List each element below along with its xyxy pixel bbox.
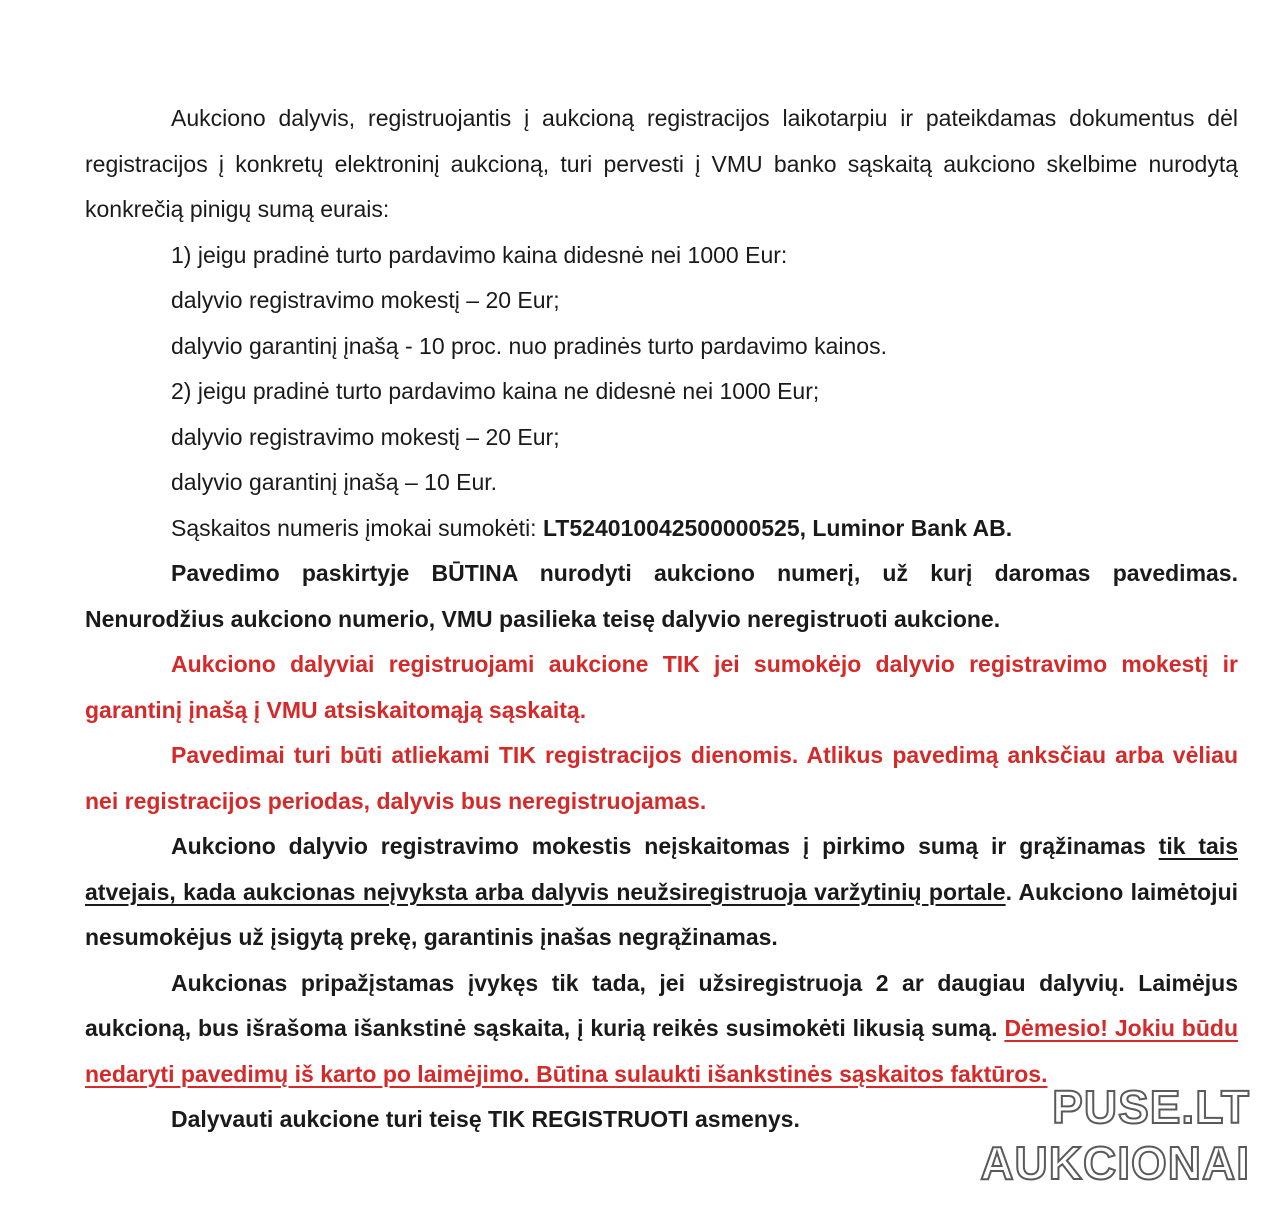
red-registration-notice: Aukciono dalyviai registruojami aukcione TIK jei sumokėjo dalyvio registravimo mokestį ir garantinį įnašą į VMU atsiskaitomąją sąskaitą. bbox=[85, 651, 1238, 723]
case1-deposit: dalyvio garantinį įnašą - 10 proc. nuo pradinės turto pardavimo kainos. bbox=[171, 332, 887, 359]
intro-paragraph: Aukciono dalyvis, registruojantis į aukcioną registracijos laikotarpiu ir pateikdamas dokumentus dėl registracijos į konkretų elektroninį aukcioną, turi pervesti į VMU banko sąskaitą aukciono skelbime nurodytą konkrečią pinigų sumą eurais: bbox=[85, 105, 1238, 222]
attention-notice: Dėmesio! Jokiu būdu nedaryti pavedimų iš karto po laimėjimo. Būtina sulaukti išankstinės sąskaitos faktūros. bbox=[85, 1015, 1238, 1087]
validity-paragraph bbox=[85, 961, 1238, 1098]
refund-text-2: . Aukciono laimėtojui nesumokėjus už įsigytą prekę, garantinis įnašas negrąžinamas. bbox=[85, 878, 1239, 950]
account-label: Sąskaitos numeris įmokai sumokėti: bbox=[171, 514, 543, 541]
refund-text-1: Aukciono dalyvio registravimo mokestis neįskaitomas į pirkimo sumą ir grąžinamas bbox=[171, 833, 1159, 859]
watermark-aukcionai: AUKCIONAI bbox=[980, 1137, 1250, 1189]
case2-title: 2) jeigu pradinė turto pardavimo kaina ne didesnė nei 1000 Eur; bbox=[171, 378, 820, 404]
document-body bbox=[85, 96, 1238, 1143]
account-number: LT524010042500000525, Luminor Bank AB. bbox=[542, 514, 1013, 541]
purpose-note: Pavedimo paskirtyje BŪTINA nurodyti aukciono numerį, už kurį daromas pavedimas. Nenurodžius aukciono numerio, VMU pasilieka teisę dalyvio neregistruoti aukcione. bbox=[85, 560, 1238, 632]
case2-fee: dalyvio registravimo mokestį – 20 Eur; bbox=[171, 423, 560, 450]
case1-title: 1) jeigu pradinė turto pardavimo kaina didesnė nei 1000 Eur: bbox=[171, 241, 788, 268]
account-line bbox=[85, 506, 1238, 552]
red-transfer-days-notice: Pavedimai turi būti atliekami TIK registracijos dienomis. Atlikus pavedimą anksčiau arba vėliau nei registracijos periodas, dalyvis bus neregistruojamas. bbox=[85, 742, 1238, 814]
case1-fee: dalyvio registravimo mokestį – 20 Eur; bbox=[171, 287, 560, 313]
watermark-puse: PUSE.LT bbox=[1052, 1081, 1250, 1133]
case2-deposit: dalyvio garantinį įnašą – 10 Eur. bbox=[171, 469, 498, 495]
validity-text: Aukcionas pripažįstamas įvykęs tik tada, jei užsiregistruoja 2 ar daugiau dalyvių. Laimėjus aukcioną, bus išrašoma išankstinė sąskaita, į kurią reikės susimokėti likusią sumą. bbox=[85, 969, 1238, 1041]
refund-paragraph bbox=[85, 824, 1238, 961]
registered-only-notice: Dalyvauti aukcione turi teisę TIK REGISTRUOTI asmenys. bbox=[171, 1106, 800, 1132]
refund-underlined-text: tik tais atvejais, kada aukcionas neįvyksta arba dalyvis neužsiregistruoja varžytinių portale bbox=[85, 833, 1238, 905]
